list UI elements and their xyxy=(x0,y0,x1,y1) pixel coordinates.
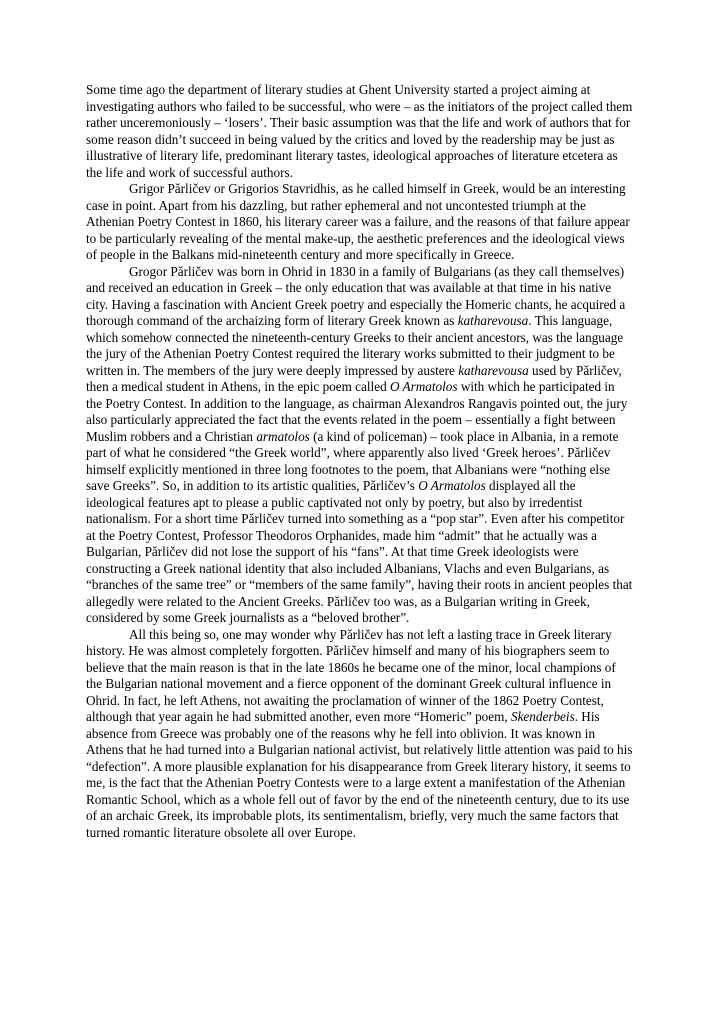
paragraph-text: Grogor Pǎrličev was born in Ohrid in 1830 in a family of Bulgarians (as they call themselves) and received an education in Greek – the only education that was available at that time in his native city. Having a fascination with Ancient Greek poetry and especially the Homeric chants, he acquired a thorough command of the archaizing form of literary Greek known as xyxy=(86,263,626,328)
paragraph-2 xyxy=(86,181,634,264)
paragraph-text: with which he participated in the Poetry Contest. In addition to the language, as chairman Alexandros Rangavis pointed out, the jury also particularly appreciated the fact that the events related in the poem – essentially a fight between Muslim robbers and a Christian xyxy=(86,379,628,444)
paragraph-text: Grigor Pǎrličev or Grigorios Stavridhis, as he called himself in Greek, would be an interesting case in point. Apart from his dazzling, but rather ephemeral and not uncontested triumph at the Athenian Poetry Contest in 1860, his literary career was a failure, and the reasons of that failure appear to be particularly revealing of the mental make-up, the aesthetic preferences and the ideological views of people in the Balkans mid-nineteenth century and more specifically in Greece. xyxy=(86,181,630,262)
italic-title: O Armatolos xyxy=(389,379,458,394)
italic-term: armatolos xyxy=(256,428,310,444)
paragraph-3 xyxy=(86,264,634,627)
italic-title: Skenderbeis xyxy=(510,709,575,724)
paragraph-text: . His absence from Greece was probably one of the reasons why he fell into oblivion. It was known in Athens that he had turned into a Bulgarian national activist, but relatively little attention was paid to his “defection”. A more plausible explanation for his disappearance from Greek literary history, it seems to me, is the fact that the Athenian Poetry Contests were to a large extent a manifestation of the Athenian Romantic School, which as a whole fell out of favor by the end of the nineteenth century, due to its use of an archaic Greek, its improbable plots, its sentimentalism, briefly, very much the same factors that turned romantic literature obsolete all over Europe. xyxy=(86,709,633,840)
paragraph-text: (a kind of policeman) – took place in Albania, in a remote part of what he considered “the Greek world”, where apparently also lived ‘Greek heroes’. Pǎrličev himself explicitly mentioned in three long footnotes to the poem, that Albanians were “nothing else save Greeks”. So, in addition to its artistic qualities, Pǎrličev’s xyxy=(86,428,619,493)
italic-term: katharevousa xyxy=(458,362,529,378)
italic-title: O Armatolos xyxy=(418,478,486,493)
paragraph-text: used by Pǎrličev, then a medical student in Athens, in the epic poem called xyxy=(86,362,622,394)
paragraph-text: All this being so, one may wonder why Pǎrličev has not left a lasting trace in Greek literary history. He was almost completely forgotten. Pǎrličev himself and many of his biographers seem to believe that the main reason is that in the late 1860s he became one of the minor, local champions of the Bulgarian national movement and a fierce opponent of the dominant Greek cultural influence in Ohrid. In fact, he left Athens, not awaiting the proclamation of winner of the 1862 Poetry Contest, although that year again he had submitted another, even more “Homeric” poem, xyxy=(86,626,616,724)
paragraph-text: Some time ago the department of literary studies at Ghent University started a project aiming at investigating authors who failed to be successful, who were – as the initiators of the project called them rather unceremoniously – ‘losers’. Their basic assumption was that the life and work of authors that for some reason didn’t succeed in being valued by the critics and loved by the readership may be just as illustrative of literary life, predominant literary tastes, ideological approaches of literature etcetera as the life and work of successful authors. xyxy=(86,82,633,180)
paragraph-text: . This language, which somehow connected the nineteenth-century Greeks to their ancient ancestors, was the language the jury of the Athenian Poetry Contest required the literary works submitted to their judgment to be written in. The members of the jury were deeply impressed by austere xyxy=(86,313,624,378)
paragraph-4 xyxy=(86,627,634,842)
italic-term: katharevousa xyxy=(457,313,529,328)
paragraph-text: displayed all the ideological features apt to please a public captivated not only by poetry, but also by irredentist nationalism. For a short time Pǎrličev turned into something as a “pop star”. Even after his competitor at the Poetry Contest, Professor Theodoros Orphanides, made him “admit” that he actually was a Bulgarian, Pǎrličev did not lose the support of his “fans”. At that time Greek ideologists were constructing a Greek national identity that also included Albanians, Vlachs and even Bulgarians, as “branches of the same tree” or “members of the same family”, having their roots in ancient peoples that allegedly were related to the Ancient Greeks. Pǎrličev too was, as a Bulgarian writing in Greek, considered by some Greek journalists as a “beloved brother”. xyxy=(86,478,633,625)
paragraph-1 xyxy=(86,82,634,181)
